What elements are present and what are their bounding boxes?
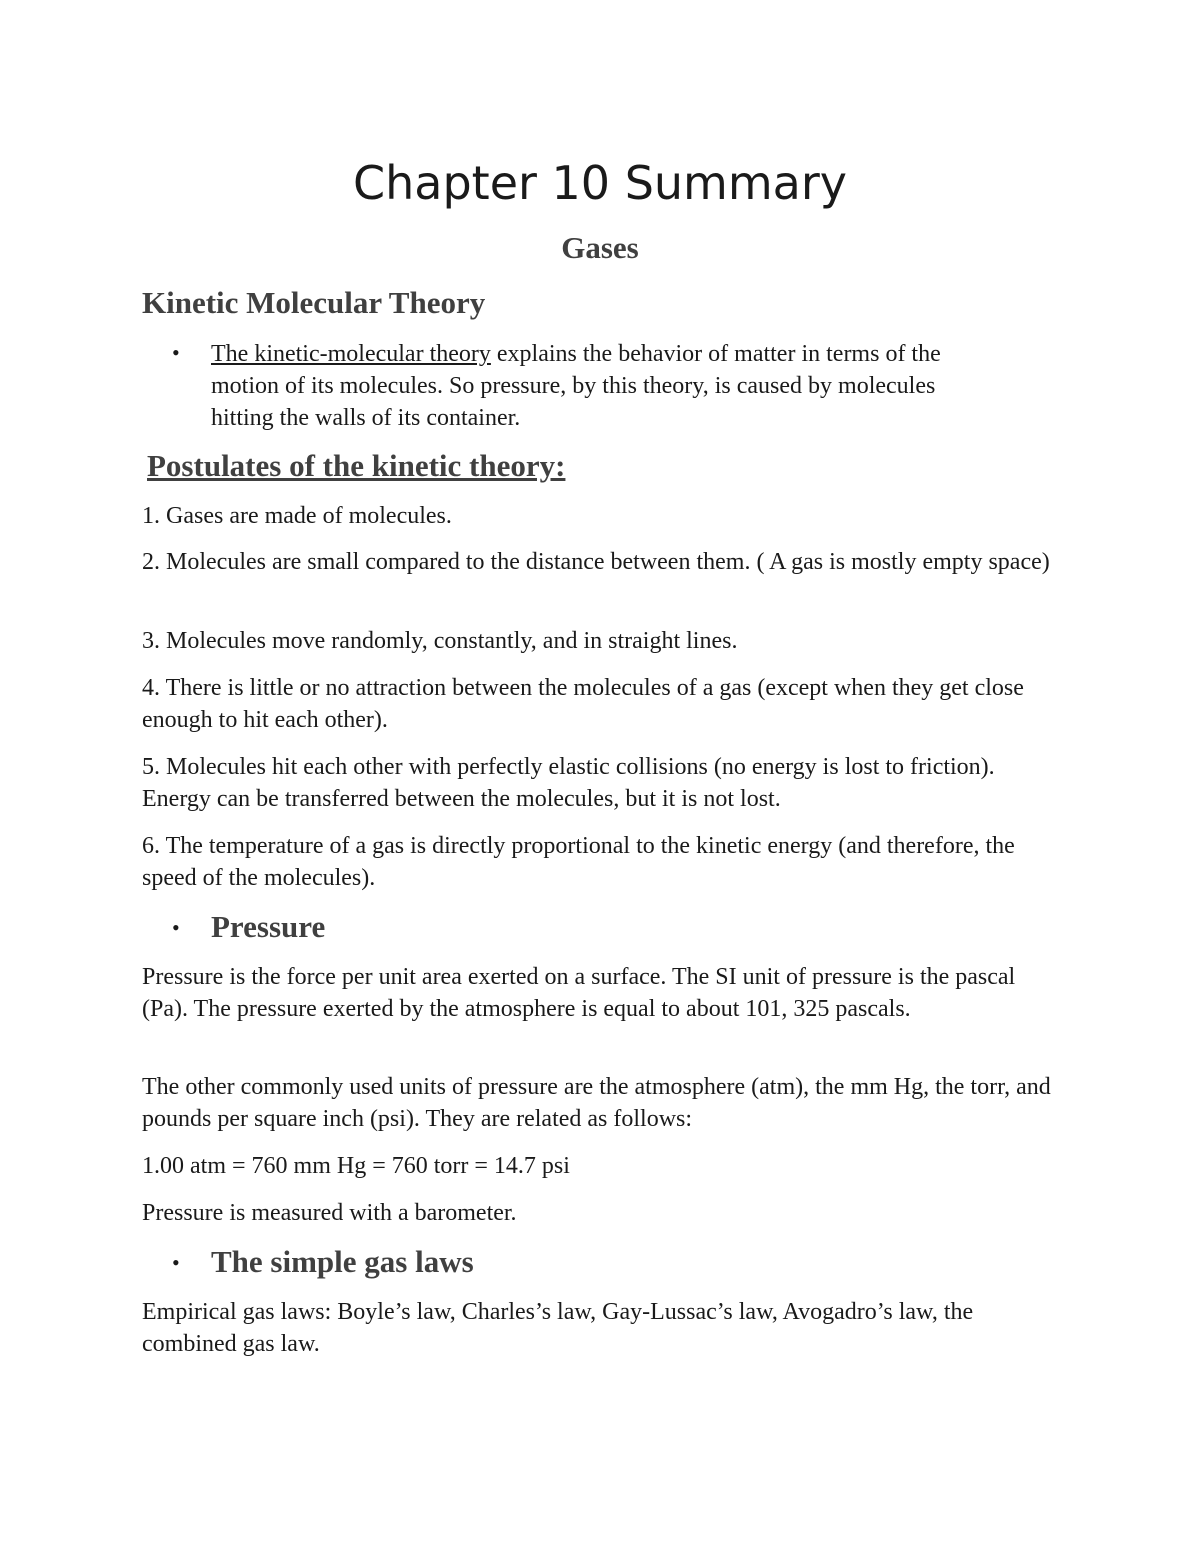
pressure-conversion: 1.00 atm = 760 mm Hg = 760 torr = 14.7 psi	[142, 1153, 570, 1179]
postulates-heading: Postulates of the kinetic theory:	[147, 448, 566, 483]
gas-laws-heading: The simple gas laws	[211, 1244, 474, 1279]
kmt-bullet-line-2: motion of its molecules. So pressure, by this theory, is caused by molecules	[211, 373, 936, 399]
postulate-2: 2. Molecules are small compared to the distance between them. ( A gas is mostly empty space)	[142, 549, 1050, 575]
kinetic-molecular-theory-heading: Kinetic Molecular Theory	[142, 285, 486, 320]
pressure-heading: Pressure	[211, 909, 326, 944]
gas-laws-paragraph: Empirical gas laws: Boyle’s law, Charles’s law, Gay-Lussac’s law, Avogadro’s law, the combined gas law.	[142, 1299, 974, 1357]
bullet-icon: •	[172, 340, 180, 365]
postulate-1: 1. Gases are made of molecules.	[142, 503, 452, 529]
kmt-bullet-line-3: hitting the walls of its container.	[211, 405, 521, 431]
pressure-paragraph-1: Pressure is the force per unit area exerted on a surface. The SI unit of pressure is the pascal (Pa). The pressure exerted by the atmosphere is equal to about 101, 325 pascals.	[142, 964, 1016, 1022]
kmt-bullet-line-1	[211, 338, 1061, 370]
kmt-underlined-term: The kinetic-molecular theory	[211, 341, 491, 367]
page-subtitle: Gases	[561, 230, 639, 265]
kmt-bullet-paragraph	[211, 338, 1061, 434]
postulate-3: 3. Molecules move randomly, constantly, and in straight lines.	[142, 628, 738, 654]
page-title: Chapter 10 Summary	[353, 156, 847, 210]
pressure-paragraph-2: The other commonly used units of pressure are the atmosphere (atm), the mm Hg, the torr, and pounds per square inch (psi). They are related as follows:	[142, 1074, 1051, 1132]
bullet-icon: •	[172, 915, 180, 940]
postulate-6: 6. The temperature of a gas is directly proportional to the kinetic energy (and therefore, the speed of the molecules).	[142, 833, 1015, 891]
pressure-paragraph-4: Pressure is measured with a barometer.	[142, 1200, 517, 1226]
postulate-5: 5. Molecules hit each other with perfectly elastic collisions (no energy is lost to friction). Energy can be transferred between the molecules, but it is not lost.	[142, 754, 995, 812]
bullet-icon: •	[172, 1250, 180, 1275]
postulate-4: 4. There is little or no attraction between the molecules of a gas (except when they get close enough to hit each other).	[142, 675, 1024, 733]
kmt-line-1-rest: explains the behavior of matter in terms of the	[490, 341, 941, 367]
